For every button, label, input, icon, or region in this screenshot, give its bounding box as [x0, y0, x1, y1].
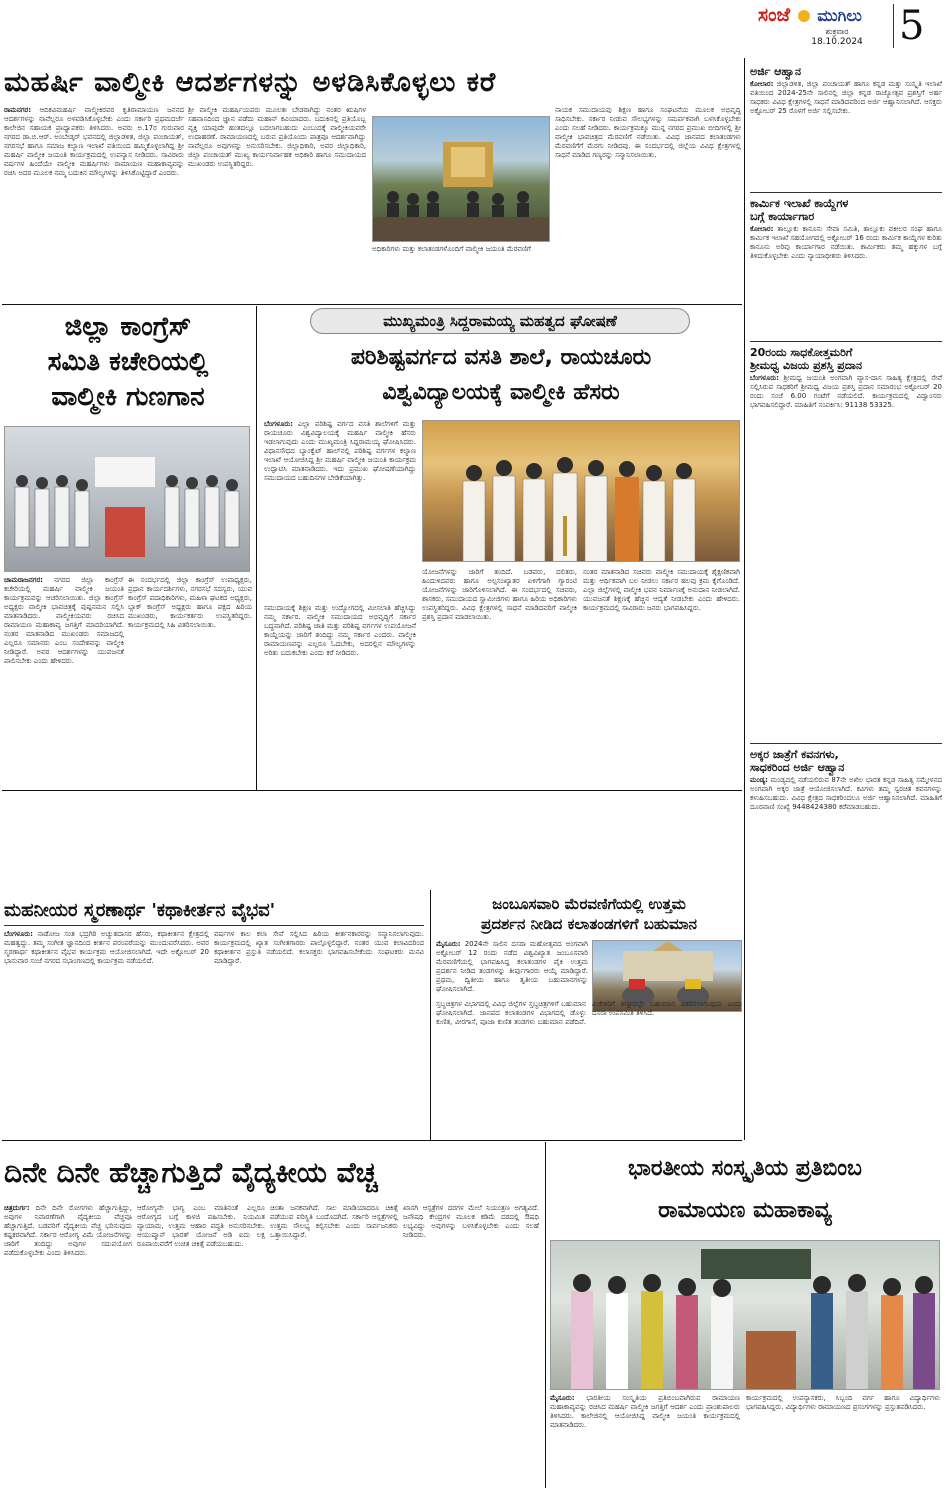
story7-dateline: ಮೈಸೂರು: [550, 1394, 575, 1402]
sidebar-s2-title: ಕಾರ್ಮಿಕ ಇಲಾಖೆ ಕಾಯ್ದೆಗಳ ಬಗ್ಗೆ ಕಾರ್ಯಾಗಾರ [750, 197, 849, 223]
story1-headline: ಮಹರ್ಷಿ ವಾಲ್ಮೀಕಿ ಆದರ್ಶಗಳನ್ನು ಅಳಡಿಸಿಕೊಳ್ಳಲು ಕರೆ [4, 67, 497, 98]
story3-kicker-box [310, 308, 690, 334]
story7-headline: ಭಾರತೀಯ ಸಂಸ್ಕೃತಿಯ ಪ್ರತಿಬಿಂಬ ರಾಮಾಯಣ ಮಹಾಕಾವ್ಯ [628, 1156, 862, 1223]
story5-dateline: ಮೈಸೂರು: [436, 940, 461, 948]
story6-col2: ಆರೋಗ್ಯವೇ ಭಾಗ್ಯ ಎಂಬ ಮಾತಿನಂತೆ ಎಲ್ಲರೂ ಆರೋಗ್ಯದ ಬಗ್ಗೆ ಕಾಳಜಿ ವಹಿಸಬೇಕು. ನಿಯಮಿತ ವ್ಯಾಯಾಮ, ಉತ್ತಮ ಆಹಾರ ಪದ್ಧತಿ ಅನುಸರಿಸಬೇಕು. ಆಯುಷ್ಮಾನ್ ಭಾರತ್ ಯೋಜನೆ ಅಡಿ ಐದು ಲಕ್ಷ ರೂಪಾಯಿವರೆಗೆ ಉಚಿತ ಚಿಕಿತ್ಸೆ ಪಡೆಯಬಹುದು. [137, 1204, 265, 1248]
story1-col1: ರಾಮನಗರ: ಆದಿಕವಿಮಹರ್ಷಿ ವಾಲ್ಮೀಕಿರವರ ಕೃತಿರಾಮಾಯಣ ಜನನದ ಆದರ್ಶಗಳನ್ನು ನಾವೆಲ್ಲರೂ ಅಳವಡಿಸಿಕೊಳ್ಳಬೇಕು ಎಂದು ಸರ್ಕಾರಿ ಪ್ರಥಮದರ್ಜೆ ಕಾಲೇಜಿನ ಸಹಾಯಕ ಪ್ರಾಧ್ಯಾಪಕರು ತಿಳಿಸಿದರು. ಅವರು ಅ.17ರ ಗುರುವಾರ ನಗರದ ಡಾ.ಬಿ.ಆರ್. ಅಂಬೇಡ್ಕರ್ ಭವನದಲ್ಲಿ ಜಿಲ್ಲಾಡಳಿತ, ಜಿಲ್ಲಾ ಪಂಚಾಯತ್, ನಗರಸಭೆ ಹಾಗೂ ಸಮಾಜ ಕಲ್ಯಾಣ ಇಲಾಖೆ ವತಿಯಿಂದ ಹಮ್ಮಿಕೊಳ್ಳಲಾಗಿದ್ದ ಶ್ರೀ ಮಹರ್ಷಿ ವಾಲ್ಮೀಕಿ ಜಯಂತಿ ಕಾರ್ಯಕ್ರಮದಲ್ಲಿ ಉಪನ್ಯಾಸ ನೀಡಿದರು. ಸಾವಿರಾರು ವರ್ಷಗಳ ಹಿಂದೆಯೇ ವಾಲ್ಮೀಕಿ ಮಹರ್ಷಿಗಳು ರಾಮಾಯಣ ಮಹಾಕಾವ್ಯವನ್ನು ರಚಿಸಿ ಅದರ ಮೂಲಕ ನಮ್ಮ ಬದುಕಿನ ಮೌಲ್ಯಗಳನ್ನು ತಿಳಿಸಿಕೊಟ್ಟಿದ್ದಾರೆ ಎಂದರು. [4, 106, 184, 177]
story2-dateline: ಚಾಮರಾಜನಗರ: [4, 576, 43, 584]
story1-dateline: ರಾಮನಗರ: [4, 106, 32, 114]
story5-headline: ಜಂಬೂಸವಾರಿ ಮೆರವಣಿಗೆಯಲ್ಲಿ ಉತ್ತಮ ಪ್ರದರ್ಶನ ನೀಡಿದ ಕಲಾತಂಡಗಳಿಗೆ ಬಹುಮಾನ [481, 895, 697, 933]
sidebar-s4-text: ಮಂಡ್ಯ: ಮಂಡ್ಯದಲ್ಲಿ ನಡೆಯಲಿರುವ 87ನೇ ಅಖಿಲ ಭಾರತ ಕನ್ನಡ ಸಾಹಿತ್ಯ ಸಮ್ಮೇಳನದ ಅಂಗವಾಗಿ ಅಕ್ಕರ ಜಾತ್ರೆ ಆಯೋಜಿಸಲಾಗಿದೆ. ಕವಿಗಳು ತಮ್ಮ ಸ್ವರಚಿತ ಕವನಗಳನ್ನು ಕಳುಹಿಸಬಹುದು. ವಿವಿಧ ಕ್ಷೇತ್ರದ ಸಾಧಕರಿಂದಲೂ ಅರ್ಜಿ ಆಹ್ವಾನಿಸಲಾಗಿದೆ. ಮಾಹಿತಿಗೆ ದೂರವಾಣಿ ಸಂಖ್ಯೆ 9448424380 ಕರೆಮಾಡಬಹುದು. [750, 776, 942, 811]
story2-photo [4, 426, 250, 572]
sidebar-s2-text: ಕೋಲಾರ: ತಾಲ್ಲೂಕು ಕಾನೂನು ಸೇವಾ ಸಮಿತಿ, ತಾಲ್ಲೂಕು ವಕೀಲರ ಸಂಘ ಹಾಗೂ ಕಾರ್ಮಿಕ ಇಲಾಖೆ ಸಹಯೋಗದಲ್ಲಿ ಅಕ್ಟೋಬರ್ 16 ರಂದು ಕಾರ್ಮಿಕ ಕಾಯ್ದೆಗಳ ಕುರಿತು ಕಾನೂನು ಅರಿವು ಕಾರ್ಯಾಗಾರ ನಡೆಯಿತು. ಕಾರ್ಮಿಕರು ತಮ್ಮ ಹಕ್ಕುಗಳ ಬಗ್ಗೆ ತಿಳಿದುಕೊಳ್ಳಬೇಕು ಎಂದು ನ್ಯಾಯಾಧೀಶರು ತಿಳಿಸಿದರು. [750, 225, 942, 260]
story2-headline: ಜಿಲ್ಲಾ ಕಾಂಗ್ರೆಸ್ ಸಮಿತಿ ಕಚೇರಿಯಲ್ಲಿ ವಾಲ್ಮೀಕಿ ಗುಣಗಾನ [47, 312, 209, 412]
sidebar-s4-title: ಅಕ್ಕರ ಜಾತ್ರೆಗೆ ಕವನಗಳು, ಸಾಧಕರಿಂದ ಅರ್ಜಿ ಆಹ್ವಾನ [750, 748, 845, 774]
story1-col3: ನಾಯಕ ಸಮುದಾಯವು ಶಿಕ್ಷಣ ಹಾಗೂ ಸಂಘಟನೆಯ ಮೂಲಕ ಅಭಿವೃದ್ಧಿ ಸಾಧಿಸಬೇಕು. ಸರ್ಕಾರ ನೀಡುವ ಸೌಲಭ್ಯಗಳನ್ನು ಸಮರ್ಪಕವಾಗಿ ಬಳಸಿಕೊಳ್ಳಬೇಕು ಎಂದು ಸಲಹೆ ನೀಡಿದರು. ಕಾರ್ಯಕ್ರಮಕ್ಕೂ ಮುನ್ನ ನಗರದ ಪ್ರಮುಖ ಬೀದಿಗಳಲ್ಲಿ ಶ್ರೀ ವಾಲ್ಮೀಕಿ ಭಾವಚಿತ್ರದ ಮೆರವಣಿಗೆ ನಡೆಯಿತು. ವಿವಿಧ ಜಾನಪದ ಕಲಾತಂಡಗಳು ಮೆರವಣಿಗೆಗೆ ಮೆರಗು ನೀಡಿದವು. ಈ ಸಂದರ್ಭದಲ್ಲಿ ಜಿಲ್ಲೆಯ ವಿವಿಧ ಕ್ಷೇತ್ರಗಳಲ್ಲಿ ಸಾಧನೆ ಮಾಡಿದ ಗಣ್ಯರನ್ನು ಸನ್ಮಾನಿಸಲಾಯಿತು. [555, 106, 741, 159]
story4-col1: ಬೆಂಗಳೂರು: ನಾಡೋಜ ಸಂತ ಭದ್ರಗಿರಿ ಅಚ್ಯುತದಾಸರ ಹೆಸರು, ಕಥಾಕೀರ್ತನ ಕ್ಷೇತ್ರದಲ್ಲಿ ಮಹತ್ವದ್ದು. ತಮ್ಮ ಸಂಗೀತ ಜ್ಞಾನದಿಂದ ಕೀರ್ತನ ಪರಂಪರೆಯನ್ನು ಮುಂದುವರೆಸಿದರು. ಅವರ ಸ್ಮರಣಾರ್ಥ ಕಥಾಕೀರ್ತನ ವೈಭವ ಕಾರ್ಯಕ್ರಮ ಆಯೋಜಿಸಲಾಗಿದೆ. ಇದೇ ಅಕ್ಟೋಬರ್ 20 ಭಾನುವಾರ ಸಂಜೆ ನಗರದ ಸಭಾಂಗಣದಲ್ಲಿ ಕಾರ್ಯಕ್ರಮ ನಡೆಯಲಿದೆ. [4, 930, 209, 965]
story3-kicker: ಮುಖ್ಯಮಂತ್ರಿ ಸಿದ್ದರಾಮಯ್ಯ ಮಹತ್ವದ ಘೋಷಣೆ [383, 312, 617, 330]
logo-sanje: ಸಂಜೆ [758, 4, 791, 26]
story6-dateline: ಚಿತ್ರದುರ್ಗ: [4, 1204, 30, 1212]
story3-photo [422, 420, 740, 562]
story3-col1: ಬೆಂಗಳೂರು: ಎಲ್ಲಾ ಪರಿಶಿಷ್ಟ ವರ್ಗದ ವಸತಿ ಶಾಲೆಗಳಿಗೆ ಮತ್ತು ರಾಯಚೂರು ವಿಶ್ವವಿದ್ಯಾಲಯಕ್ಕೆ ಮಹರ್ಷಿ ವಾಲ್ಮೀಕಿ ಹೆಸರು ಇಡಲಾಗುವುದು ಎಂದು ಮುಖ್ಯಮಂತ್ರಿ ಸಿದ್ದರಾಮಯ್ಯ ಘೋಷಿಸಿದರು. ವಿಧಾನಸೌಧದ ಬ್ಯಾಂಕ್ವೆಟ್ ಹಾಲ್‌ನಲ್ಲಿ ಪರಿಶಿಷ್ಟ ವರ್ಗಗಳ ಕಲ್ಯಾಣ ಇಲಾಖೆ ಆಯೋಜಿಸಿದ್ದ ಶ್ರೀ ಮಹರ್ಷಿ ವಾಲ್ಮೀಕಿ ಜಯಂತಿ ಕಾರ್ಯಕ್ರಮ ಉದ್ಘಾಟಿಸಿ ಮಾತನಾಡಿದರು. ಇದು ಪ್ರಮುಖ ಘೋಷಣೆಯಾಗಿದ್ದು ಸಮುದಾಯದ ಬಹುದಿನಗಳ ಬೇಡಿಕೆಯಾಗಿತ್ತು. [264, 420, 416, 482]
story3-col2: ಸಮುದಾಯಕ್ಕೆ ಶಿಕ್ಷಣ ಮತ್ತು ಉದ್ಯೋಗದಲ್ಲಿ ಮೀಸಲಾತಿ ಹೆಚ್ಚಿಸಿದ್ದು ನಮ್ಮ ಸರ್ಕಾರ. ವಾಲ್ಮೀಕಿ ಸಮುದಾಯದ ಅಭಿವೃದ್ಧಿಗೆ ಸರ್ಕಾರ ಬದ್ಧವಾಗಿದೆ. ಪರಿಶಿಷ್ಟ ಜಾತಿ ಮತ್ತು ಪರಿಶಿಷ್ಟ ವರ್ಗಗಳ ಉಪಯೋಜನೆ ಕಾಯ್ದೆಯನ್ನು ಜಾರಿಗೆ ತಂದಿದ್ದು ನಮ್ಮ ಸರ್ಕಾರ ಎಂದರು. ವಾಲ್ಮೀಕಿ ರಾಮಾಯಣವನ್ನು ಎಲ್ಲರೂ ಓದಬೇಕು, ಅದರಲ್ಲಿನ ಮೌಲ್ಯಗಳನ್ನು ಅರಿತು ಬದುಕಬೇಕು ಎಂದು ಕರೆ ನೀಡಿದರು. [264, 604, 416, 657]
story3-headline: ಪರಿಶಿಷ್ಟವರ್ಗದ ವಸತಿ ಶಾಲೆ, ರಾಯಚೂರು ವಿಶ್ವವಿದ್ಯಾಲಯಕ್ಕೆ ವಾಲ್ಮೀಕಿ ಹೆಸರು [350, 345, 652, 405]
issue-day: ಶುಕ್ರವಾರ [825, 27, 849, 36]
story7-col1: ಮೈಸೂರು: ಭಾರತೀಯ ಸಂಸ್ಕೃತಿಯ ಪ್ರತಿಬಿಂಬವಾಗಿರುವ ರಾಮಾಯಣ ಮಹಾಕಾವ್ಯವನ್ನು ರಚಿಸಿದ ಮಹರ್ಷಿ ವಾಲ್ಮೀಕಿ ಜಗತ್ತಿಗೆ ಆದರ್ಶ ಎಂದು ಪ್ರಾಂಶುಪಾಲರು ತಿಳಿಸಿದರು. ಕಾಲೇಜಿನಲ್ಲಿ ಆಯೋಜಿಸಿದ್ದ ವಾಲ್ಮೀಕಿ ಜಯಂತಿ ಕಾರ್ಯಕ್ರಮದಲ್ಲಿ ಮಾತನಾಡಿದರು. [550, 1394, 740, 1429]
issue-date: 18.10.2024 [811, 37, 863, 47]
story1-photo-caption: ಅಧಿಕಾರಿಗಳು ಮತ್ತು ಕಲಾತಂಡಗಳೊಂದಿಗೆ ವಾಲ್ಮೀಕಿ ಜಯಂತಿ ಮೆರವಣಿಗೆ [372, 245, 531, 253]
story3-dateline: ಬೆಂಗಳೂರು: [264, 420, 293, 428]
story1-col2: ಶ್ರೀ ವಾಲ್ಮೀಕಿ ಮಹರ್ಷಿಯವರು ಮೂಲತಃ ಬೇಡರಾಗಿದ್ದು ನಂತರ ಋಷಿಗಳ ಸಹವಾಸದಿಂದ ಜ್ಞಾನ ಪಡೆದು ಮಹಾನ್ ಕವಿಯಾದರು. ಬದುಕಿನಲ್ಲಿ ಪ್ರತಿಯೊಬ್ಬ ವ್ಯಕ್ತಿ ಯಾವುದೇ ಹಂತದಲ್ಲೂ ಬದಲಾಗಬಹುದು ಎಂಬುದಕ್ಕೆ ವಾಲ್ಮೀಕಿಯವರೇ ಉದಾಹರಣೆ. ರಾಮಾಯಣದಲ್ಲಿ ಬರುವ ಪ್ರತಿಯೊಂದು ಪಾತ್ರವೂ ಆದರ್ಶವಾಗಿದ್ದು ನಾವೆಲ್ಲರೂ ಅವುಗಳನ್ನು ಅನುಸರಿಸಬೇಕು. ಜಿಲ್ಲಾಧಿಕಾರಿ, ಅಪರ ಜಿಲ್ಲಾಧಿಕಾರಿ, ಜಿಲ್ಲಾ ಪಂಚಾಯತ್ ಮುಖ್ಯ ಕಾರ್ಯನಿರ್ವಾಹಕ ಅಧಿಕಾರಿ ಹಾಗೂ ಸಮುದಾಯದ ಮುಖಂಡರು ಉಪಸ್ಥಿತರಿದ್ದರು. [188, 106, 366, 168]
story6-col3: ಚಿಂತಾ ಜನಕವಾಗಿದೆ. ಸಾಲ ಮಾಡಿಯಾದರೂ ಚಿಕಿತ್ಸೆ ಪಡೆಯುವ ಪರಿಸ್ಥಿತಿ ಬಂದೊದಗಿದೆ. ಸರ್ಕಾರಿ ಆಸ್ಪತ್ರೆಗಳಲ್ಲಿ ಉತ್ತಮ ಸೌಲಭ್ಯ ಕಲ್ಪಿಸಬೇಕು ಎಂದು ಸಾರ್ವಜನಿಕರು ಒತ್ತಾಯಿಸಿದ್ದಾರೆ. [270, 1204, 398, 1239]
story6-headline: ದಿನೇ ದಿನೇ ಹೆಚ್ಚಾಗುತ್ತಿದೆ ವೈದ್ಯಕೀಯ ವೆಚ್ಚ [4, 1156, 378, 1189]
story5-col2: ಸ್ತಬ್ಧಚಿತ್ರಗಳ ವಿಭಾಗದಲ್ಲಿ ವಿವಿಧ ಜಿಲ್ಲೆಗಳ ಸ್ತಬ್ಧಚಿತ್ರಗಳಿಗೆ ಬಹುಮಾನ ಘೋಷಿಸಲಾಗಿದೆ. ಜಾನಪದ ಕಲಾತಂಡಗಳ ವಿಭಾಗದಲ್ಲಿ ಡೊಳ್ಳು ಕುಣಿತ, ವೀರಗಾಸೆ, ಪೂಜಾ ಕುಣಿತ ತಂಡಗಳು ಬಹುಮಾನ ಪಡೆದಿವೆ. ವಿಜೇತರಿಗೆ ಶೀಘ್ರದಲ್ಲೇ ಬಹುಮಾನ ವಿತರಿಸಲಾಗುವುದು ಎಂದು ದಸರಾ ಉಪಸಮಿತಿ ತಿಳಿಸಿದೆ. [436, 1000, 742, 1026]
story7-photo [550, 1240, 940, 1390]
sidebar [750, 62, 942, 1138]
sidebar-s3-text: ಬೆಂಗಳೂರು: ಶ್ರೀಮಧ್ವ ಜಯಂತಿ ಅಂಗವಾಗಿ ವ್ಯಾಸ-ದಾಸ ಸಾಹಿತ್ಯ ಕ್ಷೇತ್ರದಲ್ಲಿ ಸೇವೆ ಸಲ್ಲಿಸಿರುವ ಸಾಧಕರಿಗೆ ಶ್ರೀಮಧ್ವ ವಿಜಯ ಪ್ರಶಸ್ತಿ ಪ್ರದಾನ ಸಮಾರಂಭ ಅಕ್ಟೋಬರ್ 20 ರಂದು ಸಂಜೆ 6.00 ಗಂಟೆಗೆ ನಡೆಯಲಿದೆ. ಕಾರ್ಯಕ್ರಮದಲ್ಲಿ ವಿದ್ವಾಂಸರು ಭಾಗವಹಿಸಲಿದ್ದಾರೆ. ಮಾಹಿತಿಗೆ ಸಂಪರ್ಕಿಸಿ: 91138 53325. [750, 374, 942, 409]
story1-photo [372, 116, 550, 242]
story6-col1: ಚಿತ್ರದುರ್ಗ: ದಿನೇ ದಿನೇ ರೋಗಗಳು ಹೆಚ್ಚಾಗುತ್ತಿದ್ದು, ಅವುಗಳ ನಿವಾರಣೆಗಾಗಿ ವೈದ್ಯಕೀಯ ವೆಚ್ಚವೂ ಹೆಚ್ಚಾಗುತ್ತಿದೆ. ಬಡವರಿಗೆ ವೈದ್ಯಕೀಯ ವೆಚ್ಚ ಭರಿಸುವುದು ಕಷ್ಟಕರವಾಗಿದೆ. ಸರ್ಕಾರ ಆರೋಗ್ಯ ವಿಮೆ ಯೋಜನೆಗಳನ್ನು ಜಾರಿಗೆ ತಂದಿದ್ದು ಅವುಗಳ ಸದುಪಯೋಗ ಪಡೆದುಕೊಳ್ಳಬೇಕು ಎಂದು ತಿಳಿಸಿದರು. [4, 1204, 132, 1257]
story5-col1: ಮೈಸೂರು: 2024ನೇ ಸಾಲಿನ ದಸರಾ ಮಹೋತ್ಸವದ ಅಂಗವಾಗಿ ಅಕ್ಟೋಬರ್ 12 ರಂದು ನಡೆದ ವಿಶ್ವವಿಖ್ಯಾತ ಜಂಬೂಸವಾರಿ ಮೆರವಣಿಗೆಯಲ್ಲಿ ಭಾಗವಹಿಸಿದ್ದ ಕಲಾತಂಡಗಳ ಪೈಕಿ ಉತ್ತಮ ಪ್ರದರ್ಶನ ನೀಡಿದ ತಂಡಗಳನ್ನು ತೀರ್ಪುಗಾರರು ಆಯ್ಕೆ ಮಾಡಿದ್ದಾರೆ. ಪ್ರಥಮ, ದ್ವಿತೀಯ ಹಾಗೂ ತೃತೀಯ ಬಹುಮಾನಗಳನ್ನು ಘೋಷಿಸಲಾಗಿದೆ. [436, 940, 588, 993]
story2-col2: ಈ ಸಂದರ್ಭದಲ್ಲಿ ಜಿಲ್ಲಾ ಕಾಂಗ್ರೆಸ್ ಉಪಾಧ್ಯಕ್ಷರು, ಪ್ರಧಾನ ಕಾರ್ಯದರ್ಶಿಗಳು, ನಗರಸಭೆ ಸದಸ್ಯರು, ಯುವ ಕಾಂಗ್ರೆಸ್ ಪದಾಧಿಕಾರಿಗಳು, ಮಹಿಳಾ ಘಟಕದ ಅಧ್ಯಕ್ಷರು, ಬ್ಲಾಕ್ ಕಾಂಗ್ರೆಸ್ ಅಧ್ಯಕ್ಷರು ಹಾಗೂ ಪಕ್ಷದ ಹಿರಿಯ ಮುಖಂಡರು, ಕಾರ್ಯಕರ್ತರು ಉಪಸ್ಥಿತರಿದ್ದರು. ಕಾರ್ಯಕ್ರಮದಲ್ಲಿ ಸಿಹಿ ವಿತರಿಸಲಾಯಿತು. [128, 576, 252, 629]
story4-headline: ಮಹನೀಯರ ಸ್ಮರಣಾರ್ಥ 'ಕಥಾಕೀರ್ತನ ವೈಭವ' [4, 896, 424, 926]
sidebar-s1-title: ಅರ್ಜಿ ಆಹ್ವಾನ [750, 65, 802, 78]
story3-col3: ಯೋಜನೆಗಳನ್ನು ಜಾರಿಗೆ ತಂದಿದೆ. ಬಡವರು, ದಲಿತರು, ಹಿಂದುಳಿದವರು ಹಾಗೂ ಅಲ್ಪಸಂಖ್ಯಾತರ ಏಳಿಗೆಗಾಗಿ ಗ್ಯಾರಂಟಿ ಯೋಜನೆಗಳನ್ನು ಜಾರಿಗೊಳಿಸಲಾಗಿದೆ. ಈ ಸಂದರ್ಭದಲ್ಲಿ ಸಚಿವರು, ಶಾಸಕರು, ಸಮುದಾಯದ ಸ್ವಾಮೀಜಿಗಳು ಹಾಗೂ ಹಿರಿಯ ಅಧಿಕಾರಿಗಳು ಉಪಸ್ಥಿತರಿದ್ದರು. ವಿವಿಧ ಕ್ಷೇತ್ರಗಳಲ್ಲಿ ಸಾಧನೆ ಮಾಡಿದವರಿಗೆ ವಾಲ್ಮೀಕಿ ಪ್ರಶಸ್ತಿ ಪ್ರದಾನ ಮಾಡಲಾಯಿತು. [422, 568, 577, 621]
page-number: 5 [899, 3, 925, 49]
masthead [748, 2, 944, 52]
story2-col1: ಚಾಮರಾಜನಗರ: ನಗರದ ಜಿಲ್ಲಾ ಕಾಂಗ್ರೆಸ್ ಕಚೇರಿಯಲ್ಲಿ ಮಹರ್ಷಿ ವಾಲ್ಮೀಕಿ ಜಯಂತಿ ಕಾರ್ಯಕ್ರಮವನ್ನು ಆಚರಿಸಲಾಯಿತು. ಜಿಲ್ಲಾ ಕಾಂಗ್ರೆಸ್ ಅಧ್ಯಕ್ಷರು ವಾಲ್ಮೀಕಿ ಭಾವಚಿತ್ರಕ್ಕೆ ಪುಷ್ಪನಮನ ಸಲ್ಲಿಸಿ ಮಾತನಾಡಿದರು. ವಾಲ್ಮೀಕಿಯವರು ರಚಿಸಿದ ರಾಮಾಯಣ ಮಹಾಕಾವ್ಯ ಜಗತ್ತಿಗೆ ಮಾದರಿಯಾಗಿದೆ. ನಂತರ ಮಾತನಾಡಿದ ಮುಖಂಡರು ಸಮಾಜದಲ್ಲಿ ಎಲ್ಲರೂ ಸಮಾನರು ಎಂಬ ಸಂದೇಶವನ್ನು ವಾಲ್ಮೀಕಿ ನೀಡಿದ್ದಾರೆ. ಅವರ ಆದರ್ಶಗಳನ್ನು ಯುವಜನತೆ ಪಾಲಿಸಬೇಕು ಎಂದು ಹೇಳಿದರು. [4, 576, 124, 665]
logo-mugilu: ಮುಗಿಲು [817, 6, 862, 25]
story6-col4: ಖಾಸಗಿ ಆಸ್ಪತ್ರೆಗಳ ದರಗಳ ಮೇಲೆ ನಿಯಂತ್ರಣ ಅಗತ್ಯವಿದೆ. ಜನೌಷಧಿ ಕೇಂದ್ರಗಳ ಮೂಲಕ ಕಡಿಮೆ ದರದಲ್ಲಿ ಔಷಧಿ ಲಭ್ಯವಿದ್ದು ಅವುಗಳನ್ನು ಬಳಸಿಕೊಳ್ಳಬೇಕು ಎಂದು ಸಲಹೆ ನೀಡಿದರು. [403, 1204, 539, 1239]
story4-dateline: ಬೆಂಗಳೂರು: [4, 930, 33, 938]
sidebar-s1-text: ಕೋಲಾರ: ಜಿಲ್ಲಾಡಳಿತ, ಜಿಲ್ಲಾ ಪಂಚಾಯತ್ ಹಾಗೂ ಕನ್ನಡ ಮತ್ತು ಸಂಸ್ಕೃತಿ ಇಲಾಖೆ ವತಿಯಿಂದ 2024-25ನೇ ಸಾಲಿನಲ್ಲಿ ಜಿಲ್ಲಾ ಕನ್ನಡ ರಾಜ್ಯೋತ್ಸವ ಪ್ರಶಸ್ತಿಗೆ ಅರ್ಹ ಸಾಧಕರು ವಿವಿಧ ಕ್ಷೇತ್ರಗಳಲ್ಲಿ ಸಾಧನೆ ಮಾಡಿದವರಿಂದ ಅರ್ಜಿ ಆಹ್ವಾನಿಸಲಾಗಿದೆ. ಆಸಕ್ತರು ಅಕ್ಟೋಬರ್ 25 ರೊಳಗೆ ಅರ್ಜಿ ಸಲ್ಲಿಸಬೇಕು. [750, 80, 942, 115]
sun-icon [798, 10, 810, 22]
story4-col2: ವರ್ಷಗಳ ಕಾಲ ಕಲಾ ಸೇವೆ ಸಲ್ಲಿಸಿದ ಹಿರಿಯ ಕೀರ್ತನಕಾರರನ್ನು ಸನ್ಮಾನಿಸಲಾಗುವುದು. ಕಾರ್ಯಕ್ರಮದಲ್ಲಿ ಖ್ಯಾತ ಸಂಗೀತಗಾರರು ಪಾಲ್ಗೊಳ್ಳಲಿದ್ದಾರೆ. ನಂತರ ಯುವ ಕಲಾವಿದರಿಂದ ಕಥಾಕೀರ್ತನ ಪ್ರಸ್ತುತಿ ನಡೆಯಲಿದೆ. ಕಲಾಸಕ್ತರು ಭಾಗವಹಿಸಬೇಕೆಂದು ಸಂಘಟಕರು ಮನವಿ ಮಾಡಿದ್ದಾರೆ. [214, 930, 424, 965]
story3-col4: ನಂತರ ಮಾತನಾಡಿದ ಸಚಿವರು ವಾಲ್ಮೀಕಿ ಸಮುದಾಯಕ್ಕೆ ಶೈಕ್ಷಣಿಕವಾಗಿ ಮತ್ತು ಆರ್ಥಿಕವಾಗಿ ಬಲ ನೀಡಲು ಸರ್ಕಾರ ಹಲವು ಕ್ರಮ ಕೈಗೊಂಡಿದೆ. ಎಲ್ಲಾ ಜಿಲ್ಲೆಗಳಲ್ಲಿ ವಾಲ್ಮೀಕಿ ಭವನ ನಿರ್ಮಾಣಕ್ಕೆ ಅನುದಾನ ನೀಡಲಾಗಿದೆ. ಯುವಜನತೆ ಶಿಕ್ಷಣಕ್ಕೆ ಹೆಚ್ಚಿನ ಆದ್ಯತೆ ನೀಡಬೇಕು ಎಂದು ಹೇಳಿದರು. ಕಾರ್ಯಕ್ರಮದಲ್ಲಿ ಸಾವಿರಾರು ಜನರು ಭಾಗವಹಿಸಿದ್ದರು. [583, 568, 740, 612]
story7-col2: ಕಾರ್ಯಕ್ರಮದಲ್ಲಿ ಉಪನ್ಯಾಸಕರು, ಸಿಬ್ಬಂದಿ ವರ್ಗ ಹಾಗೂ ವಿದ್ಯಾರ್ಥಿಗಳು ಭಾಗವಹಿಸಿದ್ದರು. ವಿದ್ಯಾರ್ಥಿಗಳು ರಾಮಾಯಣದ ಪ್ರಸಂಗಗಳನ್ನು ಪ್ರಸ್ತುತಪಡಿಸಿದರು. [746, 1394, 940, 1411]
sidebar-s3-title: 20ರಂದು ಸಾಧಕೋತ್ತಮರಿಗೆ ಶ್ರೀಮಧ್ವ ವಿಜಯ ಪ್ರಶಸ್ತಿ ಪ್ರದಾನ [750, 346, 862, 372]
